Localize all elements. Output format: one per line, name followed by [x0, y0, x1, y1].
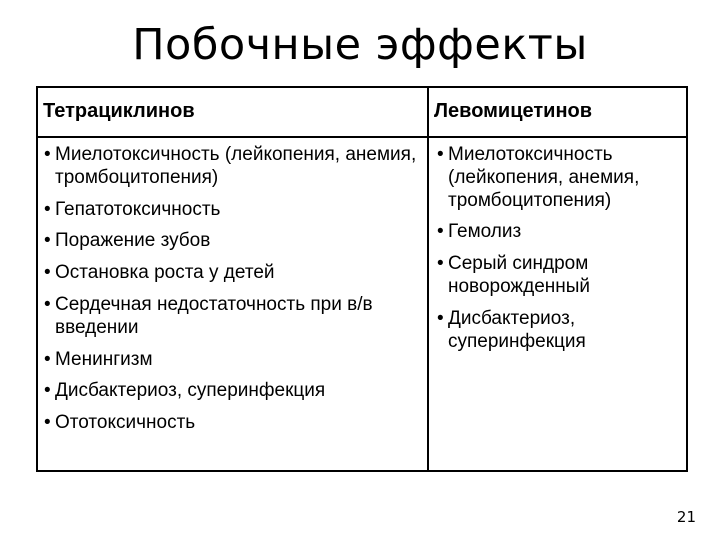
- column-header-tetracyclines: Тетрациклинов: [38, 88, 429, 138]
- list-item: • Миелотоксичность (лейкопения, анемия, тромбоцитопения): [437, 144, 678, 212]
- list-item: • Дисбактериоз, суперинфекция: [437, 308, 678, 354]
- list-item: • Сердечная недостаточность при в/в введении: [44, 294, 417, 340]
- tetracyclines-cell: [38, 138, 429, 470]
- side-effects-table: [36, 86, 688, 472]
- slide-title: Побочные эффекты: [132, 20, 588, 70]
- list-item: • Гемолиз: [437, 221, 678, 244]
- list-item: • Ототоксичность: [44, 412, 417, 435]
- list-item: • Остановка роста у детей: [44, 262, 417, 285]
- list-item: • Поражение зубов: [44, 230, 417, 253]
- list-item: • Миелотоксичность (лейкопения, анемия, тромбоцитопения): [44, 144, 417, 190]
- page-number: 21: [676, 508, 696, 526]
- list-item: • Серый синдром новорожденный: [437, 253, 678, 299]
- list-item: • Менингизм: [44, 349, 417, 372]
- levomycetins-list: [437, 144, 678, 353]
- tetracyclines-list: [44, 144, 417, 435]
- levomycetins-cell: [429, 138, 686, 470]
- list-item: • Дисбактериоз, суперинфекция: [44, 380, 417, 403]
- column-header-levomycetins: Левомицетинов: [429, 88, 686, 138]
- list-item: • Гепатотоксичность: [44, 199, 417, 222]
